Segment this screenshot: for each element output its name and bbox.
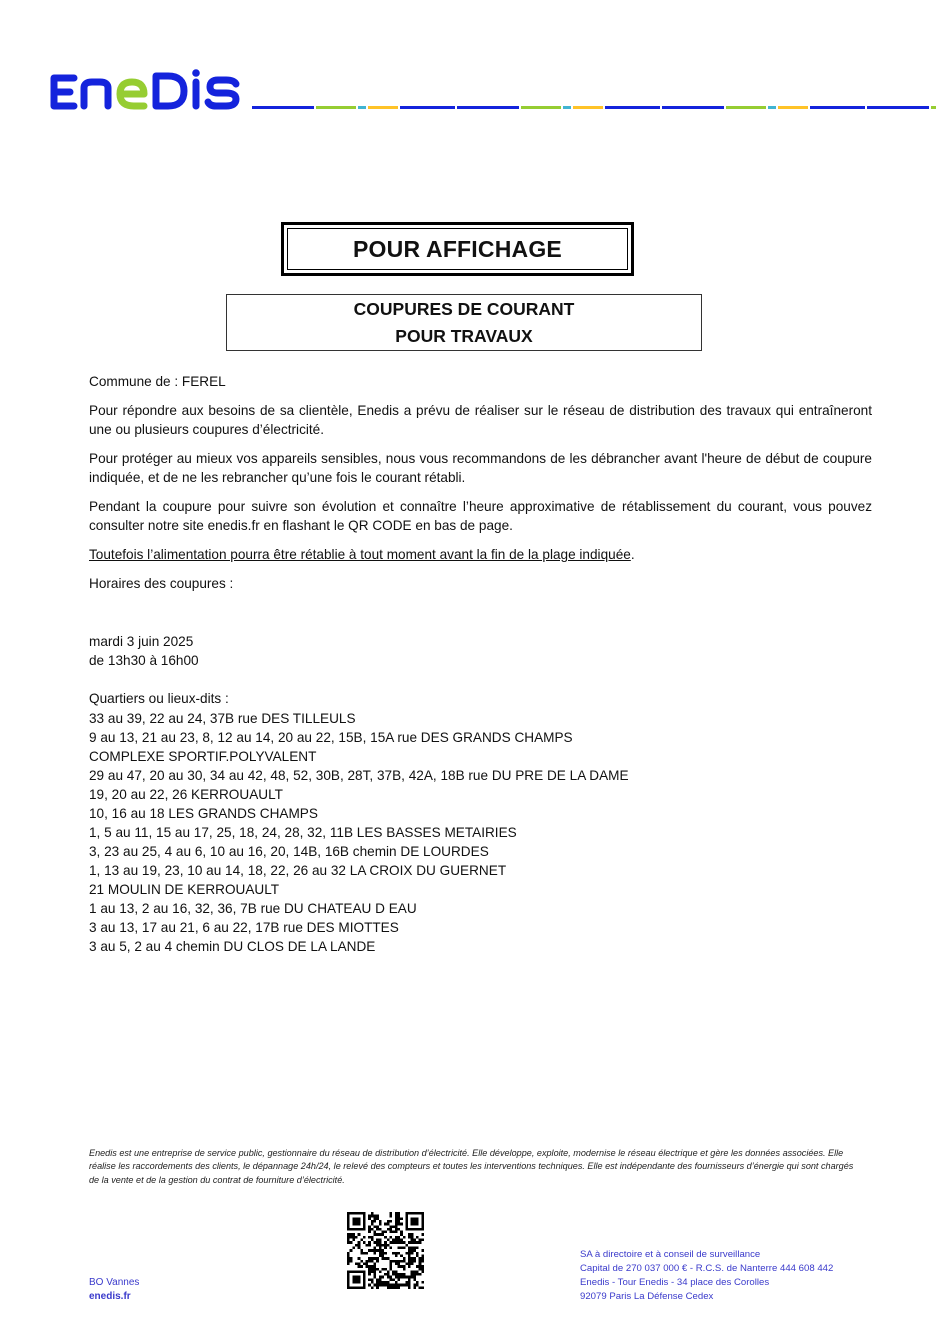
- company-line: SA à directoire et à conseil de surveillance: [580, 1249, 761, 1260]
- enedis-logo: [46, 66, 246, 116]
- place-item: 3, 23 au 25, 4 au 6, 10 au 16, 20, 14B, 16B chemin DE LOURDES: [89, 844, 489, 859]
- company-line: Enedis - Tour Enedis - 34 place des Corolles: [580, 1277, 770, 1288]
- subtitle-box: [226, 294, 702, 351]
- outage-time: de 13h30 à 16h00: [89, 653, 199, 668]
- place-item: 33 au 39, 22 au 24, 37B rue DES TILLEULS: [89, 711, 356, 726]
- place-item: 1, 13 au 19, 23, 10 au 14, 18, 22, 26 au 32 LA CROIX DU GUERNET: [89, 863, 507, 878]
- intro-paragraph: [89, 401, 872, 439]
- qr-code-icon[interactable]: [347, 1212, 424, 1289]
- company-line: Capital de 270 037 000 € - R.C.S. de Nanterre 444 608 442: [580, 1263, 834, 1274]
- company-line: 92079 Paris La Défense Cedex: [580, 1291, 714, 1302]
- place-item: 1 au 13, 2 au 16, 32, 36, 7B rue DU CHATEAU D EAU: [89, 901, 417, 916]
- commune: Commune de : FEREL: [89, 374, 226, 389]
- place-item: 19, 20 au 22, 26 KERROUAULT: [89, 787, 283, 802]
- para-protection: Pour protéger au mieux vos appareils sensibles, nous vous recommandons de les débrancher avant l'heure de début de coupure indiquée, et de ne les rebrancher qu’une fois le courant rétabli.: [89, 451, 872, 485]
- place-item: 9 au 13, 21 au 23, 8, 12 au 14, 20 au 22, 15B, 15A rue DES GRANDS CHAMPS: [89, 730, 573, 745]
- para-tracking: Pendant la coupure pour suivre son évolution et connaître l’heure approximative de rétablissement du courant, vous pouvez consulter notre site enedis.fr en flashant le QR CODE en bas de page.: [89, 499, 872, 533]
- warning-period: .: [630, 547, 635, 562]
- outage-date: mardi 3 juin 2025: [89, 634, 194, 649]
- subtitle-line-2: POUR TRAVAUX: [395, 325, 533, 346]
- protection-paragraph: [89, 449, 872, 487]
- place-item: 3 au 5, 2 au 4 chemin DU CLOS DE LA LANDE: [89, 939, 376, 954]
- header-rule: [252, 106, 936, 109]
- warning-paragraph: [89, 545, 872, 564]
- office-name: BO Vannes: [89, 1277, 140, 1288]
- website-link[interactable]: enedis.fr: [89, 1291, 131, 1302]
- poster-title-box: [281, 222, 634, 276]
- poster-title: POUR AFFICHAGE: [287, 228, 628, 270]
- warning-text: Toutefois l’alimentation pourra être rétablie à tout moment avant la fin de la plage indiquée: [89, 547, 631, 562]
- place-item: 1, 5 au 11, 15 au 17, 25, 18, 24, 28, 32, 11B LES BASSES METAIRIES: [89, 825, 517, 840]
- place-item: 29 au 47, 20 au 30, 34 au 42, 48, 52, 30B, 28T, 37B, 42A, 18B rue DU PRE DE LA DAME: [89, 768, 629, 783]
- places-label: Quartiers ou lieux-dits :: [89, 691, 229, 706]
- schedule-label: Horaires des coupures :: [89, 576, 234, 591]
- place-item: 3 au 13, 17 au 21, 6 au 22, 17B rue DES MIOTTES: [89, 920, 399, 935]
- place-item: 21 MOULIN DE KERROUAULT: [89, 882, 280, 897]
- place-item: 10, 16 au 18 LES GRANDS CHAMPS: [89, 806, 318, 821]
- places-list: [89, 709, 872, 956]
- office-block: [89, 1276, 139, 1304]
- para-intro: Pour répondre aux besoins de sa clientèle, Enedis a prévu de réaliser sur le réseau de distribution des travaux qui entraîneront une ou plusieurs coupures d’électricité.: [89, 403, 872, 437]
- company-info: [580, 1248, 833, 1304]
- place-item: COMPLEXE SPORTIF.POLYVALENT: [89, 749, 317, 764]
- legal-notice: Enedis est une entreprise de service public, gestionnaire du réseau de distribution d’électricité. Elle développe, exploite, modernise le réseau électrique et gère les données associées. Elle réalise les raccordements des clients, le dépannage 24h/24, le relevé des compteurs et toutes les interventions techniques. Elle est indépendante des fournisseurs d’énergie qui sont chargés de la vente et de la gestion du contrat de fourniture d’électricité.: [89, 1148, 854, 1185]
- subtitle-line-1: COUPURES DE COURANT: [353, 298, 575, 319]
- tracking-paragraph: [89, 497, 872, 535]
